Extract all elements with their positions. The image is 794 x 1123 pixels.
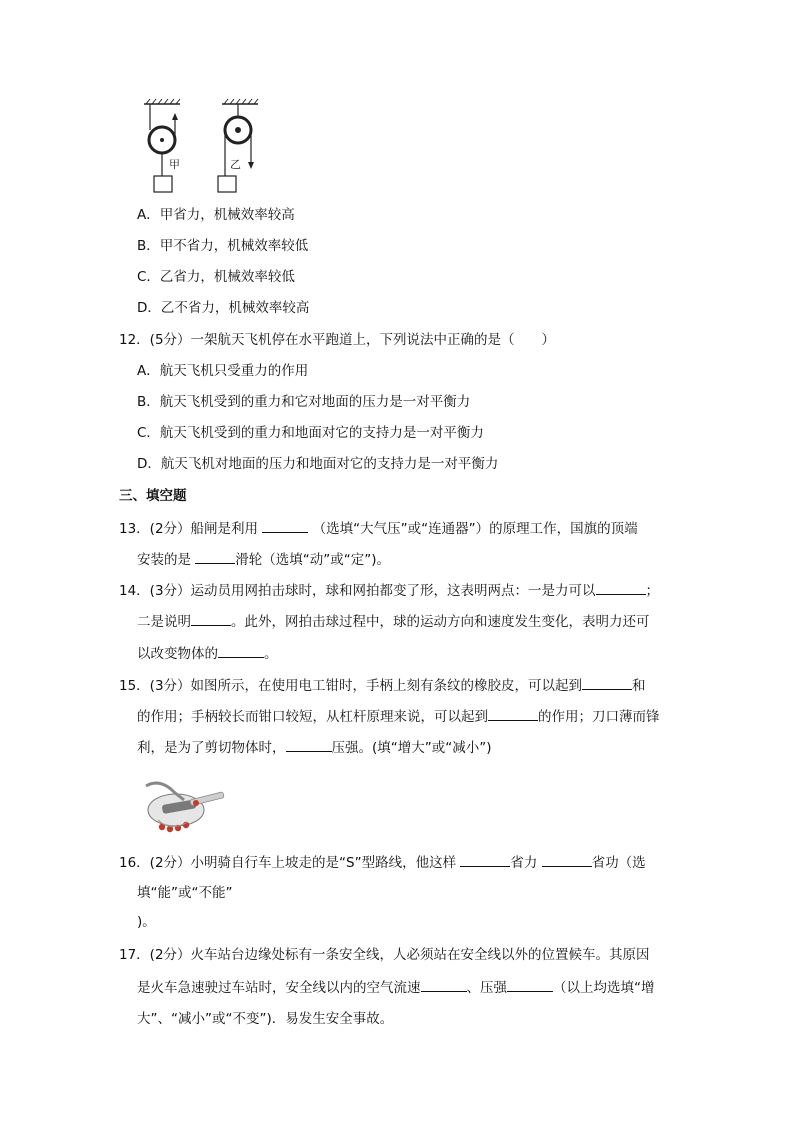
q15-text-2a: 的作用；手柄较长而钳口较短，从杠杆原理来说，可以起到 (137, 709, 488, 725)
q15-text-2b: 的作用；刀口薄而锋 (538, 709, 660, 725)
q17-blank-1 (421, 977, 467, 992)
q16-text-1c: 省功（选 (591, 855, 646, 871)
q16-text-1a: 16．(2分）小明骑自行车上坡走的是“S”型路线，他这样 (119, 855, 457, 871)
q14-text-1b: ； (645, 583, 660, 599)
q15-text-3b: 压强。(填“增大”或“减小”) (331, 740, 492, 756)
q17-line-2 (137, 977, 655, 998)
pliers-figure (140, 772, 230, 836)
q12-option-b: B．航天飞机受到的重力和它对地面的压力是一对平衡力 (137, 394, 471, 410)
q14-text-3a: 以改变物体的 (137, 646, 218, 662)
q14-text-2a: 二是说明 (137, 614, 191, 630)
q15-line-1 (119, 675, 646, 696)
q17-text-2c: （以上均选填“增 (553, 980, 655, 996)
label-jia: 甲 (169, 158, 180, 171)
q16-text-1b: 省力 (510, 855, 538, 871)
q15-blank-2 (488, 706, 538, 721)
q14-text-2b: 。此外，网拍击球过程中，球的运动方向和速度发生变化，表明力还可 (231, 614, 650, 630)
q13-text-1a: 13．(2分）船闸是利用 (119, 521, 259, 537)
q13-text-1b: （选填“大气压”或“连通器”）的原理工作，国旗的顶端 (312, 521, 638, 537)
q13-blank-2 (195, 549, 235, 564)
q16-line-3: )。 (137, 914, 156, 930)
q13-text-2a: 安装的是 (137, 552, 191, 568)
section-heading: 三、填空题 (119, 488, 187, 504)
pulley-yi (218, 99, 258, 192)
q11-option-b: B．甲不省力，机械效率较低 (137, 238, 309, 254)
q12-option-d: D．航天飞机对地面的压力和地面对它的支持力是一对平衡力 (137, 456, 499, 472)
q13-text-2b: 滑轮（选填“动”或“定”)。 (235, 552, 391, 568)
q15-text-3a: 利，是为了剪切物体时， (137, 740, 286, 756)
q13-line-2 (137, 549, 390, 570)
q16-blank-1 (460, 852, 510, 867)
q14-blank-3 (218, 643, 264, 658)
q15-blank-3 (286, 737, 332, 752)
q16-blank-2 (542, 852, 592, 867)
q12-option-c: C．航天飞机受到的重力和地面对它的支持力是一对平衡力 (137, 425, 484, 441)
label-yi: 乙 (230, 158, 241, 171)
q14-blank-1 (596, 580, 646, 595)
q14-line-2 (137, 611, 650, 632)
q12-stem: 12．(5分）一架航天飞机停在水平跑道上，下列说法中正确的是（ ） (119, 332, 556, 348)
q17-text-2a: 是火车急速驶过车站时，安全线以内的空气流速 (137, 980, 421, 996)
q15-text-1a: 15．(3分）如图所示，在使用电工钳时，手柄上刻有条纹的橡胶皮，可以起到 (119, 678, 583, 694)
q11-option-c: C．乙省力，机械效率较低 (137, 269, 295, 285)
q17-line-1: 17．(2分）火车站台边缘处标有一条安全线，人必须站在安全线以外的位置候车。其原因 (119, 947, 650, 963)
pulley-jia (144, 99, 180, 192)
q15-line-3 (137, 737, 492, 758)
q12-option-a: A．航天飞机只受重力的作用 (137, 363, 309, 379)
pulley-figure (138, 98, 268, 194)
q14-line-3 (137, 643, 278, 664)
q16-line-2: 填“能”或“不能” (137, 885, 233, 901)
q15-line-2 (137, 706, 660, 727)
q14-text-1a: 14．(3分）运动员用网拍击球时，球和网拍都变了形，这表明两点：一是力可以 (119, 583, 596, 599)
q13-line-1 (119, 518, 638, 539)
q14-blank-2 (191, 611, 231, 626)
q17-blank-2 (507, 977, 553, 992)
q15-text-1b: 和 (632, 678, 646, 694)
q17-text-2b: 、压强 (466, 980, 507, 996)
q16-line-1 (119, 852, 646, 873)
q13-blank-1 (262, 518, 308, 533)
q17-line-3: 大”、“减小”或“不变”)．易发生安全事故。 (137, 1011, 394, 1027)
q14-text-3b: 。 (264, 646, 278, 662)
q11-option-a: A．甲省力，机械效率较高 (137, 207, 295, 223)
q15-blank-1 (582, 675, 632, 690)
q14-line-1 (119, 580, 659, 601)
q11-option-d: D．乙不省力，机械效率较高 (137, 300, 310, 316)
